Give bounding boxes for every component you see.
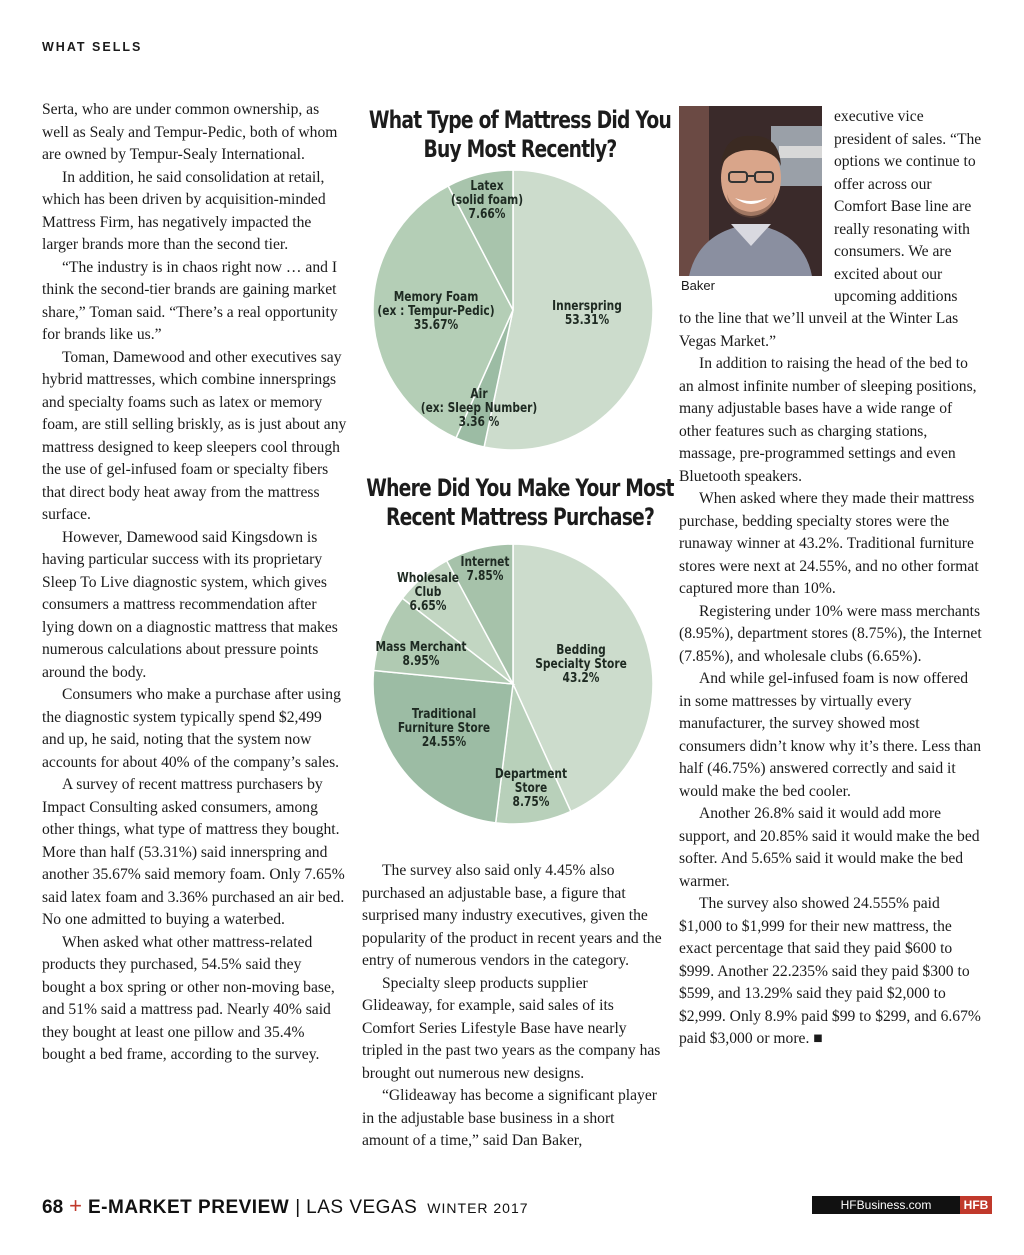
paragraph: “Glideaway has become a significant player in the adjustable base business in a short amount of a time,” said Dan Baker, xyxy=(362,1087,657,1149)
pie-slice-label: Memory Foam (ex : Tempur-Pedic) 35.67% xyxy=(377,288,495,333)
paragraph: to the line that we’ll unveil at the Winter Las Vegas Market.” xyxy=(679,310,959,350)
chart-title-mattress-type: What Type of Mattress Did You Buy Most Recently? xyxy=(368,106,672,163)
chart-title-purchase-location: Where Did You Make Your Most Recent Mattress Purchase? xyxy=(366,474,674,531)
footer-site-badge xyxy=(812,1196,992,1214)
section-label: WHAT SELLS xyxy=(42,40,143,54)
footer-publication xyxy=(42,1193,529,1219)
paragraph: The survey also showed 24.555% paid $1,000 to $1,999 for their new mattress, the exact percentage that said they paid $600 to $999. Another 22.235% said they paid $300 to $599, and 13.29% said they paid $2,000 to $2,999. Only 8.9% paid $99 to $299, and 6.67% paid $3,000 or more. ■ xyxy=(679,895,981,1047)
paragraph: However, Damewood said Kingsdown is having particular success with its proprietary Sleep To Live diagnostic system, which gives consumers a mattress recommendation after lying down on a diagnostic mattress that makes numerous calculations about pressure points around the body. xyxy=(42,528,338,681)
article-column-1 xyxy=(42,99,347,1067)
baker-photo xyxy=(679,106,822,276)
paragraph: Serta, who are under common ownership, as well as Sealy and Tempur-Pedic, both of whom are owned by Tempur-Sealy International. xyxy=(42,101,338,163)
paragraph: In addition, he said consolidation at retail, which has been driven by acquisition-minded Mattress Firm, has negatively impacted the larger brands more than the second tier. xyxy=(42,168,326,253)
publication-issue: WINTER 2017 xyxy=(427,1200,529,1216)
article-column-3 xyxy=(679,308,984,1051)
portrait-illustration xyxy=(679,106,822,276)
pie-slice-label: Traditional Furniture Store 24.55% xyxy=(397,705,491,750)
paragraph: Specialty sleep products supplier Glideaway, for example, said sales of its Comfort Series Lifestyle Base have nearly tripled in the past two years as the company has brought out numerous new designs. xyxy=(362,974,661,1082)
paragraph: When asked what other mattress-related products they purchased, 54.5% said they bought a box spring or other non-moving base, and 51% said a mattress pad. Nearly 40% said they bought at least one pillow and 35.4% bought a bed frame, according to the survey. xyxy=(42,933,335,1063)
paragraph: Another 26.8% said it would add more support, and 20.85% said it would make the bed softer. And 5.65% said it would make the bed warmer. xyxy=(679,805,980,890)
paragraph: Registering under 10% were mass merchants (8.95%), department stores (8.75%), the Internet (7.85%), and wholesale clubs (6.65%). xyxy=(679,602,982,665)
pie-slice-label: Wholesale Club 6.65% xyxy=(397,569,459,614)
pie-slice-label: Latex (solid foam) 7.66% xyxy=(450,177,524,222)
pie-slice-label: Mass Merchant 8.95% xyxy=(375,638,467,669)
paragraph: Consumers who make a purchase after using the diagnostic system typically spend $2,499 and up, he said, noting that the system now accounts for about 40% of the company’s sales. xyxy=(42,686,341,771)
paragraph: A survey of recent mattress purchasers by Impact Consulting asked consumers, among other things, what type of mattress they bought. More than half (53.31%) said innerspring and another 35.67% said memory foam. Only 7.65% said latex foam and 3.36% purchased an air bed. No one admitted to buying a waterbed. xyxy=(42,776,345,928)
footer-separator: | xyxy=(295,1197,301,1218)
pie-chart-mattress-type xyxy=(365,170,665,460)
paragraph: In addition to raising the head of the bed to an almost infinite number of sleeping positions, many adjustable bases have a wide range of other features such as charging stations, massage, pre-programmed settings and even Bluetooth speakers. xyxy=(679,355,977,485)
hfb-logo: HFB xyxy=(960,1196,992,1214)
pie-slice-label: Bedding Specialty Store 43.2% xyxy=(535,641,627,686)
photo-caption: Baker xyxy=(681,278,715,293)
pie-slice-label: Internet 7.85% xyxy=(460,553,510,584)
pie-slice-label: Air (ex: Sleep Number) 3.36 % xyxy=(420,385,538,430)
pie-chart-purchase-location xyxy=(365,538,665,828)
pie-slice-label: Department Store 8.75% xyxy=(494,765,568,810)
publication-name: E-MARKET PREVIEW xyxy=(88,1197,290,1218)
website-label: HFBusiness.com xyxy=(812,1196,960,1214)
publication-city: LAS VEGAS xyxy=(306,1197,418,1218)
plus-icon: + xyxy=(69,1193,82,1218)
page-number: 68 xyxy=(42,1197,64,1218)
article-column-2 xyxy=(362,860,662,1153)
paragraph: “The industry is in chaos right now … and I think the second-tier brands are gaining market share,” Toman said. “There’s a real opportunity for brands like us.” xyxy=(42,258,338,343)
paragraph: Toman, Damewood and other executives say hybrid mattresses, which combine innersprings and specialty foams such as latex or memory foam, are still selling briskly, as is just about any mattress designed to keep sleepers cool through the use of gel-infused foam or specialty fibers that direct body heat away from the mattress surface. xyxy=(42,348,347,523)
paragraph: executive vice president of sales. “The options we continue to offer across our Comfort Base line are really resonating with consumers. We are excited about our upcoming additions xyxy=(834,108,982,305)
paragraph: And while gel-infused foam is now offered in some mattresses by virtually every manufacturer, the survey showed most consumers didn’t know why it’s there. Less than half (46.75%) answered correctly and said it would make the bed cooler. xyxy=(679,670,982,800)
pie-slice-label: Innerspring 53.31% xyxy=(552,297,622,328)
paragraph: The survey also said only 4.45% also purchased an adjustable base, a figure that surprised many industry executives, given the popularity of the product in recent years and the entry of numerous vendors in the category. xyxy=(362,862,662,969)
article-column-3-wrap xyxy=(834,106,984,309)
paragraph: When asked where they made their mattress purchase, bedding specialty stores were the runaway winner at 43.2%. Traditional furniture stores were next at 24.55%, and no other format captured more than 10%. xyxy=(679,490,979,597)
